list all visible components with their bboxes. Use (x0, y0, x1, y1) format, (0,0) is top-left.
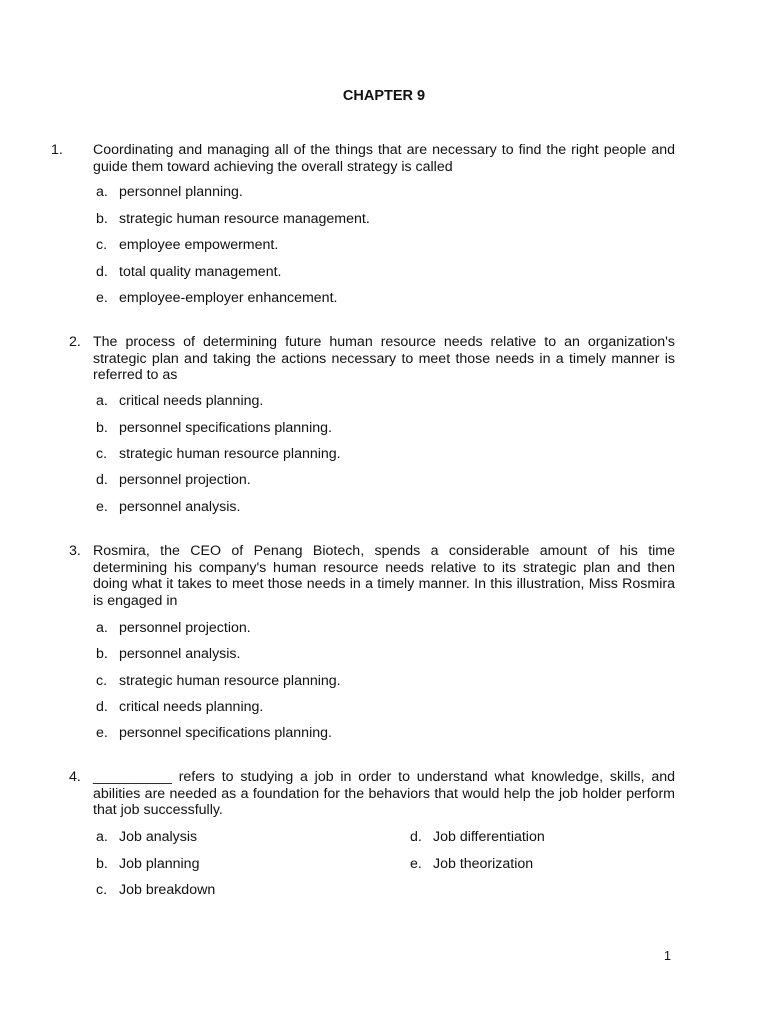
option-text: Job breakdown (119, 882, 216, 898)
question-text: Coordinating and managing all of the things that are necessary to find the right people and guide them toward achieving the overall strategy is called (93, 142, 675, 175)
option-letter: a. (96, 829, 108, 845)
question-text: Rosmira, the CEO of Penang Biotech, spends a considerable amount of his time determining his company's human resource needs relative to its strategic plan and then doing what it takes to meet those needs in a timely manner. In this illustration, Miss Rosmira is engaged in (93, 543, 675, 609)
option-text: strategic human resource management. (119, 211, 370, 227)
option-letter: d. (96, 699, 108, 715)
option-text: personnel projection. (119, 472, 251, 488)
question-number: 1. (51, 142, 63, 158)
option-text: Job planning (119, 856, 200, 872)
option-letter: c. (96, 882, 108, 898)
question-number: 2. (69, 334, 81, 350)
question-number: 4. (69, 769, 81, 785)
option-text: critical needs planning. (119, 699, 264, 715)
option-text: strategic human resource planning. (119, 446, 341, 462)
option-letter: c. (96, 446, 108, 462)
option-letter: e. (96, 290, 108, 306)
page-number: 1 (664, 949, 671, 963)
option-text: Job theorization (433, 856, 534, 872)
option-text: employee-employer enhancement. (119, 290, 338, 306)
option-text: personnel analysis. (119, 646, 241, 662)
question-text: __________ refers to studying a job in order to understand what knowledge, skills, and abilities are needed as a foundation for the behaviors that would help the job holder perform that job successfully. (93, 769, 675, 818)
option-letter: e. (96, 725, 108, 741)
option-letter: a. (96, 184, 108, 200)
option-letter: d. (96, 264, 108, 280)
option-text: personnel specifications planning. (119, 420, 332, 436)
option-text: Job differentiation (433, 829, 545, 845)
option-letter: c. (96, 237, 108, 253)
option-letter: a. (96, 620, 108, 636)
question-text: The process of determining future human resource needs relative to an organization's strategic plan and taking the actions necessary to meet those needs in a timely manner is referred to as (93, 334, 675, 383)
option-letter: c. (96, 673, 108, 689)
chapter-title: CHAPTER 9 (342, 88, 426, 104)
option-letter: b. (96, 211, 108, 227)
option-text: employee empowerment. (119, 237, 279, 253)
option-letter: b. (96, 420, 108, 436)
option-text: critical needs planning. (119, 393, 264, 409)
option-text: strategic human resource planning. (119, 673, 341, 689)
option-text: total quality management. (119, 264, 282, 280)
question-number: 3. (69, 543, 81, 559)
option-letter: e. (410, 856, 422, 872)
option-letter: a. (96, 393, 108, 409)
option-text: personnel projection. (119, 620, 251, 636)
option-text: personnel analysis. (119, 499, 241, 515)
option-letter: b. (96, 856, 108, 872)
option-text: personnel planning. (119, 184, 243, 200)
option-letter: d. (96, 472, 108, 488)
option-letter: b. (96, 646, 108, 662)
option-letter: e. (96, 499, 108, 515)
option-text: Job analysis (119, 829, 198, 845)
option-text: personnel specifications planning. (119, 725, 332, 741)
option-letter: d. (410, 829, 422, 845)
